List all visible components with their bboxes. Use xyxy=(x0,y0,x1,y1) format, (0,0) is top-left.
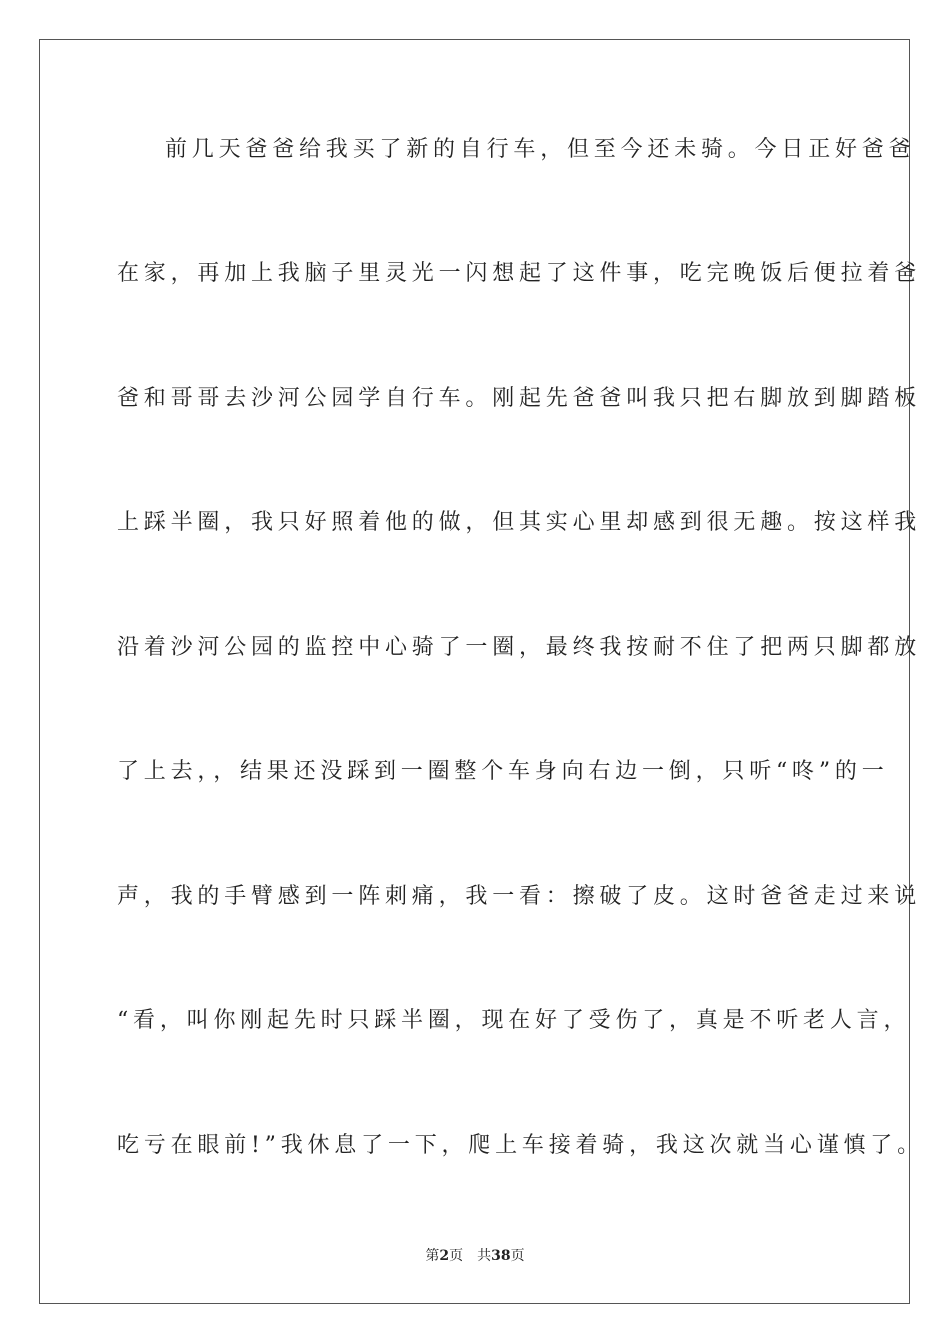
body-text-line-8: “看，叫你刚起先时只踩半圈，现在好了受伤了，真是不听老人言， xyxy=(117,1008,911,1033)
total-pages-suffix: 页 xyxy=(510,1248,525,1264)
page-number-prefix: 第 xyxy=(425,1248,440,1264)
body-text-line-1: 前几天爸爸给我买了新的自行车，但至今还未骑。今日正好爸爸 xyxy=(165,137,916,162)
body-text-line-7: 声，我的手臂感到一阵刺痛，我一看：擦破了皮。这时爸爸走过来说 xyxy=(117,884,922,909)
page-footer xyxy=(0,1246,950,1266)
page-frame xyxy=(39,39,924,1304)
page-number-suffix: 页 xyxy=(449,1248,464,1264)
total-pages-prefix: 共 xyxy=(477,1248,492,1264)
body-text-line-4: 上踩半圈，我只好照着他的做，但其实心里却感到很无趣。按这样我 xyxy=(117,510,922,535)
body-text-line-6: 了上去，，结果还没踩到一圈整个车身向右边一倒，只听“咚”的一 xyxy=(117,759,889,784)
total-pages: 38 xyxy=(491,1248,511,1264)
page-number: 2 xyxy=(439,1248,450,1264)
body-text-line-5: 沿着沙河公园的监控中心骑了一圈，最终我按耐不住了把两只脚都放 xyxy=(117,635,922,660)
body-text-line-9: 吃亏在眼前!”我休息了一下，爬上车接着骑，我这次就当心谨慎了。 xyxy=(117,1133,924,1158)
body-text-line-3: 爸和哥哥去沙河公园学自行车。刚起先爸爸叫我只把右脚放到脚踏板 xyxy=(117,386,922,411)
body-text-line-2: 在家，再加上我脑子里灵光一闪想起了这件事，吃完晚饭后便拉着爸 xyxy=(117,261,922,286)
